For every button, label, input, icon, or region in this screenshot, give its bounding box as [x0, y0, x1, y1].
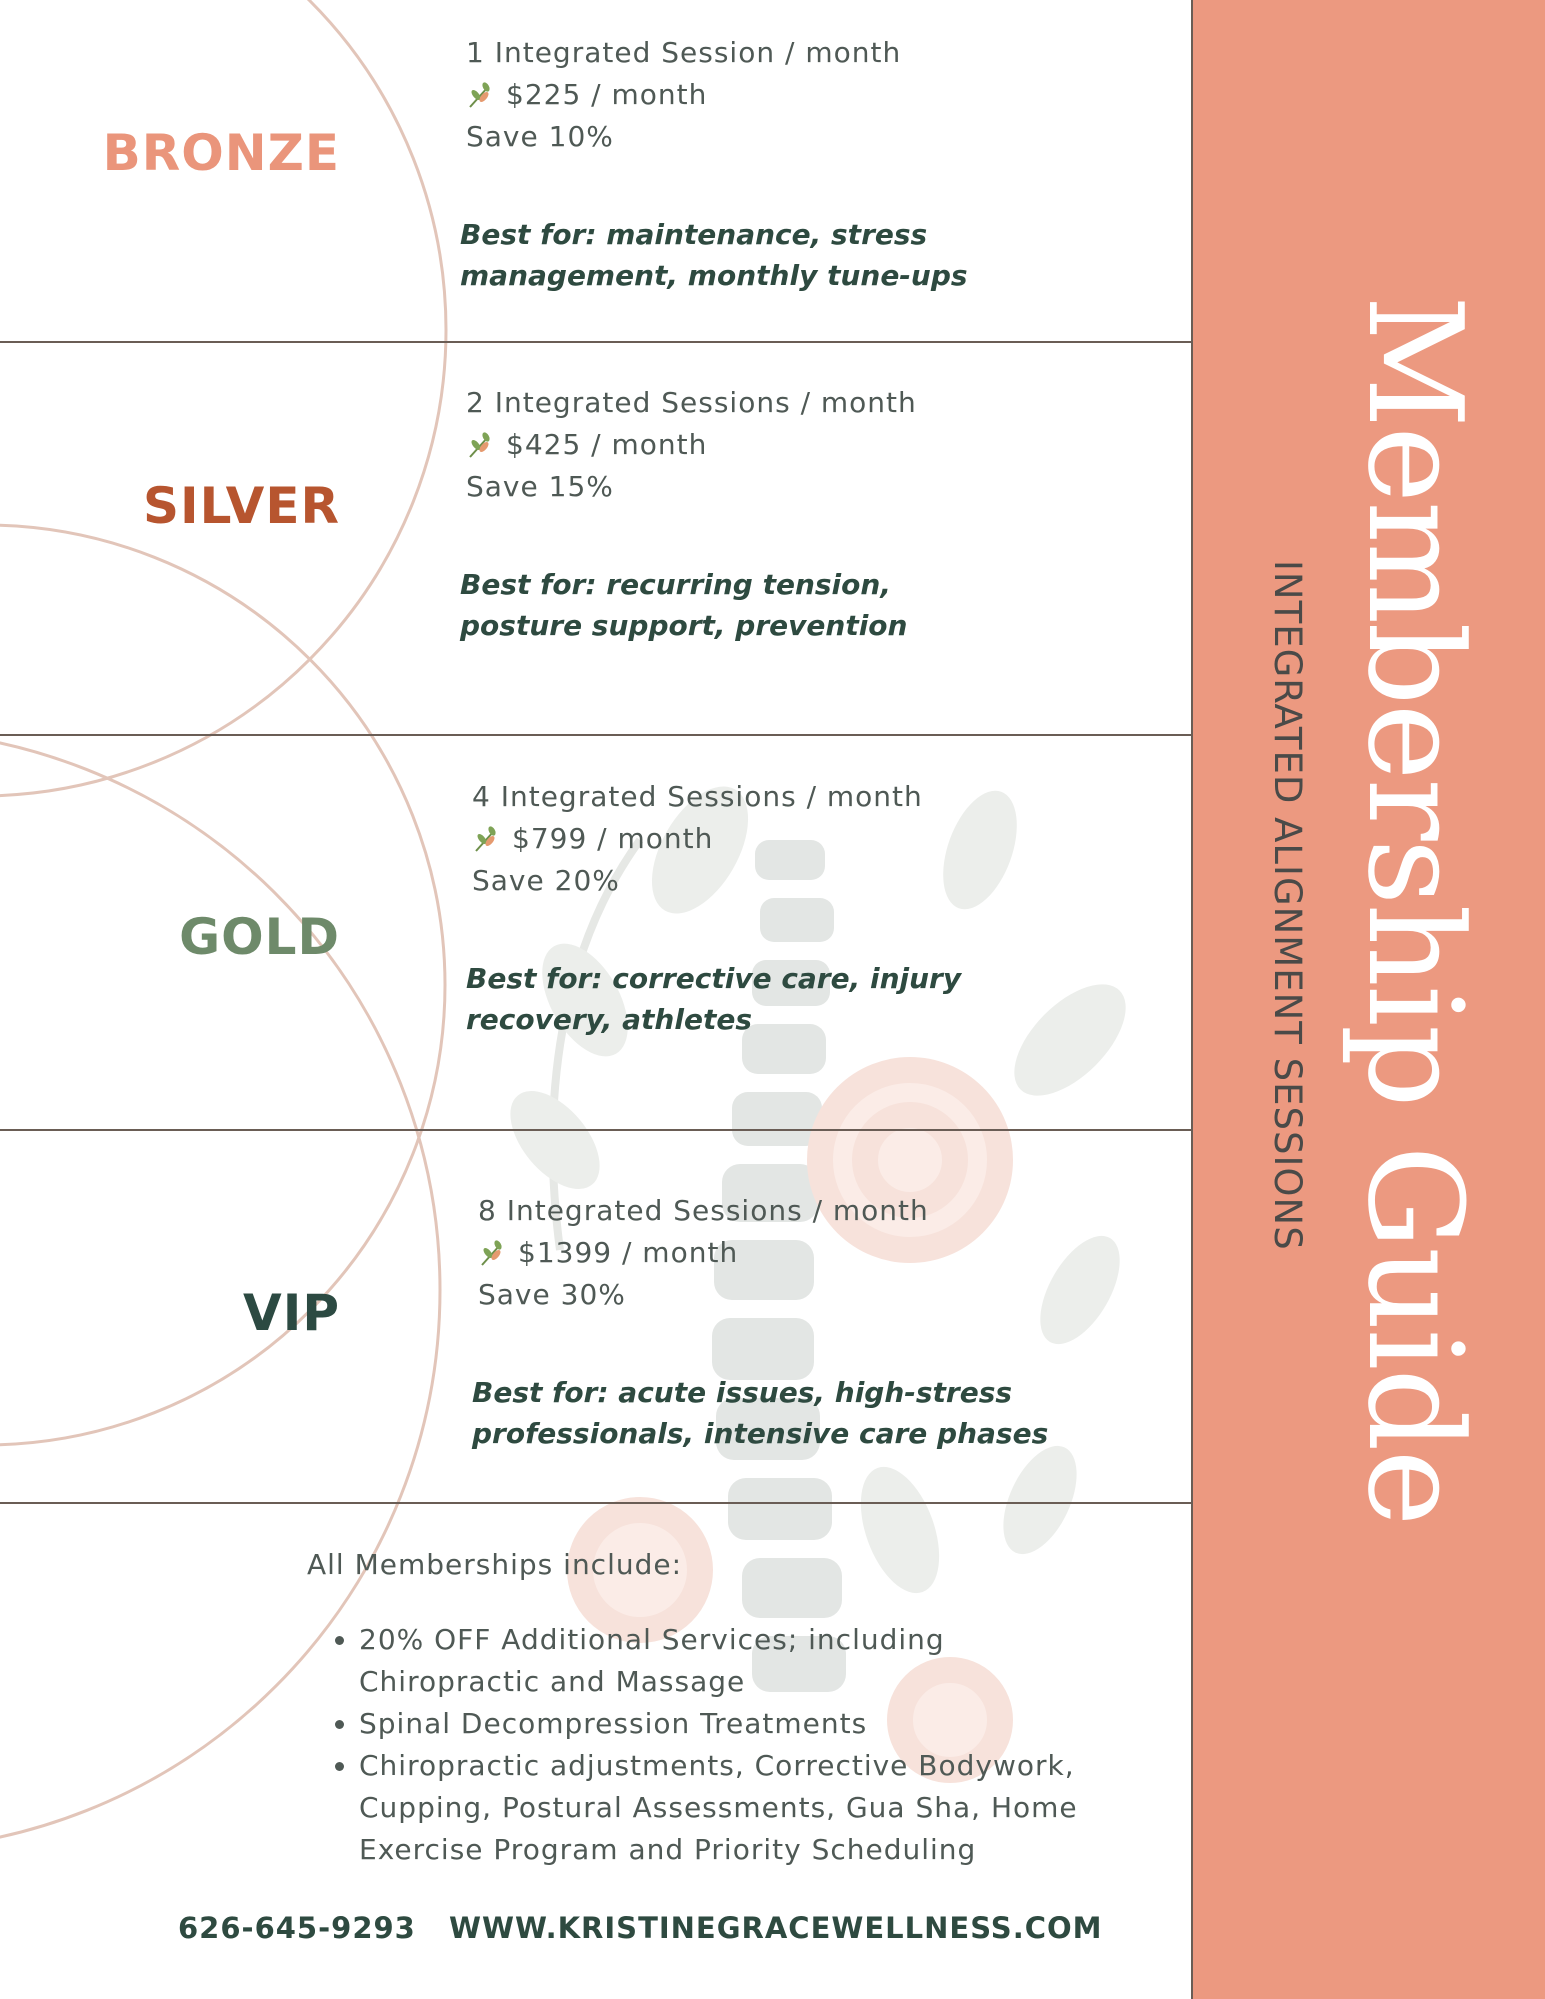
- guide-title: Membership Guide: [1339, 295, 1491, 1525]
- list-item: • 20% OFF Additional Services; including Chiropractic and Massage: [359, 1619, 1078, 1703]
- tier-name-gold: GOLD: [179, 908, 340, 966]
- tier-divider: [0, 734, 1191, 736]
- tier-name-bronze: BRONZE: [102, 124, 340, 182]
- list-item: • Chiropractic adjustments, Corrective Bodywork, Cupping, Postural Assessments, Gua Sha, Home Exercise Program and Priority Scheduling: [359, 1745, 1078, 1871]
- tier-details-gold: [472, 776, 923, 902]
- tier-divider: [0, 341, 1191, 343]
- tier-details-bronze: [466, 32, 901, 158]
- price-text: $425 / month: [506, 428, 708, 461]
- includes-list: [307, 1619, 1078, 1871]
- includes-heading: All Memberships include:: [307, 1548, 683, 1581]
- tier-divider: [0, 1129, 1191, 1131]
- decorative-arc-top: [0, 0, 446, 796]
- best-for-vip: Best for: acute issues, high-stress professionals, intensive care phases: [472, 1376, 1049, 1450]
- website-link[interactable]: WWW.KRISTINEGRACEWELLNESS.COM: [448, 1911, 1103, 1945]
- phone-number[interactable]: 626-645-9293: [178, 1911, 416, 1945]
- contact-footer: [178, 1911, 1125, 1945]
- leaf-sprig-icon: [472, 825, 500, 853]
- best-for-gold: Best for: corrective care, injury recovery, athletes: [466, 962, 962, 1036]
- price-text: $1399 / month: [518, 1236, 739, 1269]
- guide-subtitle: INTEGRATED ALIGNMENT SESSIONS: [1266, 560, 1309, 1251]
- price-text: $225 / month: [506, 78, 708, 111]
- tier-details-silver: [466, 382, 917, 508]
- list-item: • Spinal Decompression Treatments: [359, 1703, 1078, 1745]
- price-text: $799 / month: [512, 822, 714, 855]
- best-for-silver: Best for: recurring tension, posture support, prevention: [460, 568, 908, 642]
- tier-details-vip: [478, 1190, 929, 1316]
- leaf-sprig-icon: [478, 1239, 506, 1267]
- tier-name-silver: SILVER: [143, 477, 340, 535]
- save-text: Save 30%: [478, 1278, 626, 1311]
- sessions-text: 8 Integrated Sessions / month: [478, 1194, 929, 1227]
- save-text: Save 20%: [472, 864, 620, 897]
- tier-divider: [0, 1502, 1191, 1504]
- best-for-bronze: Best for: maintenance, stress management, monthly tune-ups: [460, 218, 968, 292]
- save-text: Save 10%: [466, 120, 614, 153]
- sessions-text: 4 Integrated Sessions / month: [472, 780, 923, 813]
- sessions-text: 1 Integrated Session / month: [466, 36, 902, 69]
- membership-includes: [307, 1548, 1078, 1871]
- sessions-text: 2 Integrated Sessions / month: [466, 386, 917, 419]
- leaf-sprig-icon: [466, 431, 494, 459]
- save-text: Save 15%: [466, 470, 614, 503]
- tier-name-vip: VIP: [243, 1284, 340, 1342]
- leaf-sprig-icon: [466, 81, 494, 109]
